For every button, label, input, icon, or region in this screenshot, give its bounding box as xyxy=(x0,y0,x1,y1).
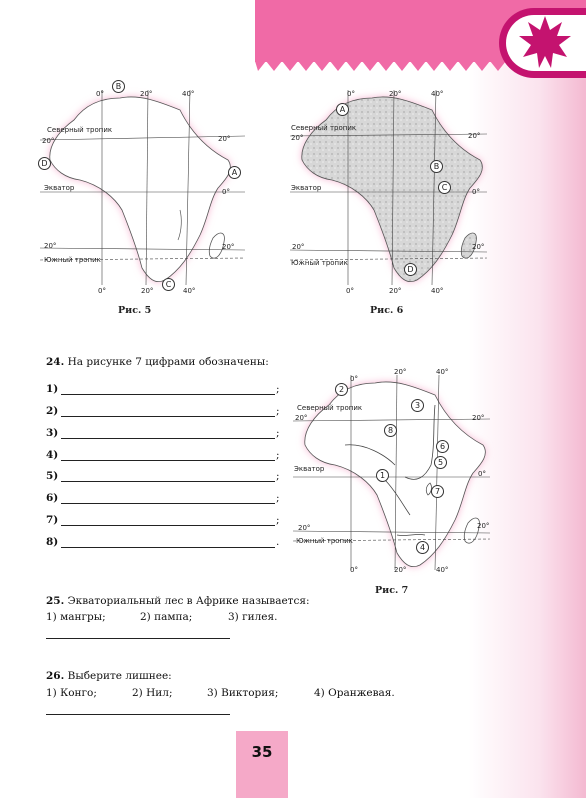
fig5-marker-d: D xyxy=(38,157,51,170)
q26-number: 26. xyxy=(46,670,65,682)
q24-answer-line-3[interactable] xyxy=(61,438,275,439)
q24-row-punct: ; xyxy=(276,514,280,526)
q24-answer-line-6[interactable] xyxy=(61,503,275,504)
q24-answer-row-6 xyxy=(46,492,280,506)
fig5-lat20-south-right: 20° xyxy=(222,243,235,251)
fig5-south-tropic: Южный тропик xyxy=(44,256,101,264)
q24-number: 24. xyxy=(46,356,65,368)
q26-option-3: 3) Виктория; xyxy=(207,687,279,699)
fig6-lon40: 40° xyxy=(431,90,444,98)
fig7-lon40-bottom: 40° xyxy=(436,566,449,574)
fig7-caption: Рис. 7 xyxy=(375,585,409,596)
q24-row-num: 3) xyxy=(46,427,59,439)
fig5-marker-a: A xyxy=(228,166,241,179)
fig6-lon20-bottom: 20° xyxy=(389,287,402,295)
q24-answer-row-4 xyxy=(46,449,280,463)
q24-row-punct: ; xyxy=(276,383,280,395)
fig6-north-tropic: Северный тропик xyxy=(291,124,357,132)
fig7-marker-8: 8 xyxy=(384,424,397,437)
q24-answer-line-4[interactable] xyxy=(61,460,275,461)
fig6-lon40-bottom: 40° xyxy=(431,287,444,295)
fig6-marker-a: A xyxy=(336,103,349,116)
q24-row-num: 2) xyxy=(46,405,59,417)
q24-row-punct: ; xyxy=(276,470,280,482)
q24-answer-row-3 xyxy=(46,427,280,441)
q24-row-num: 4) xyxy=(46,449,59,461)
fig6-lat20-south-right: 20° xyxy=(472,243,485,251)
q24-row-punct: ; xyxy=(276,427,280,439)
fig7-marker-1: 1 xyxy=(376,469,389,482)
fig7-marker-3: 3 xyxy=(411,399,424,412)
q24-row-num: 8) xyxy=(46,536,59,548)
fig7-marker-4: 4 xyxy=(416,541,429,554)
q24-answer-line-7[interactable] xyxy=(61,525,275,526)
fig5-lat20-south: 20° xyxy=(44,242,57,250)
q25-options xyxy=(46,611,277,623)
page-number-box xyxy=(236,731,288,798)
q26-option-2: 2) Нил; xyxy=(132,687,173,699)
fig7-marker-5: 5 xyxy=(434,456,447,469)
fig5-lon40-bottom: 40° xyxy=(183,287,196,295)
fig7-lat0: 0° xyxy=(478,470,486,478)
fig7-marker-2: 2 xyxy=(335,383,348,396)
q24-answer-row-5 xyxy=(46,470,280,484)
fig6-marker-b: B xyxy=(430,160,443,173)
fig7-marker-6: 6 xyxy=(436,440,449,453)
q26-title xyxy=(46,670,172,682)
fig6-lat20-left: 20° xyxy=(291,134,304,142)
fig7-equator: Экватор xyxy=(294,465,325,473)
fig5-marker-c: C xyxy=(162,278,175,291)
q25-title xyxy=(46,595,310,607)
q24-answer-line-5[interactable] xyxy=(61,481,275,482)
fig7-marker-7: 7 xyxy=(431,485,444,498)
fig6-equator: Экватор xyxy=(291,184,322,192)
fig5-lon20: 20° xyxy=(140,90,153,98)
fig7-lat20-south-right: 20° xyxy=(477,522,490,530)
fig5-caption: Рис. 5 xyxy=(118,305,152,316)
fig7-lat20-left: 20° xyxy=(295,414,308,422)
q26-answer-line[interactable] xyxy=(46,714,230,715)
q26-option-4: 4) Оранжевая. xyxy=(314,687,395,699)
q24-row-punct: . xyxy=(276,536,280,548)
q24-answer-line-1[interactable] xyxy=(61,394,275,395)
fig7-lat20-right: 20° xyxy=(472,414,485,422)
fig7-lon20: 20° xyxy=(394,368,407,376)
fig7-north-tropic: Северный тропик xyxy=(297,404,363,412)
fig5-lat20-right: 20° xyxy=(218,135,231,143)
fig5-lon0-bottom: 0° xyxy=(98,287,106,295)
q24-answer-row-1 xyxy=(46,383,280,397)
q26-options xyxy=(46,687,395,699)
fig7-lon0-bottom: 0° xyxy=(350,566,358,574)
fig7-lat20-south: 20° xyxy=(298,524,311,532)
fig6-marker-d: D xyxy=(404,263,417,276)
q24-text: На рисунке 7 цифрами обозначены: xyxy=(67,356,269,368)
fig6-lon0-bottom: 0° xyxy=(346,287,354,295)
q25-option-3: 3) гилея. xyxy=(228,611,278,623)
q24-answer-row-2 xyxy=(46,405,280,419)
fig7-lon40: 40° xyxy=(436,368,449,376)
q25-option-2: 2) пампа; xyxy=(140,611,193,623)
q25-number: 25. xyxy=(46,595,65,607)
fig6-lon20: 20° xyxy=(389,90,402,98)
q24-row-punct: ; xyxy=(276,449,280,461)
fig7-lon20-bottom: 20° xyxy=(394,566,407,574)
fig6-caption: Рис. 6 xyxy=(370,305,404,316)
fig5-lat20-left: 20° xyxy=(42,137,55,145)
fig6-lat20-south: 20° xyxy=(292,243,305,251)
fig5-lon40: 40° xyxy=(182,90,195,98)
fig5-north-tropic: Северный тропик xyxy=(47,126,113,134)
fig5-lon20-bottom: 20° xyxy=(141,287,154,295)
q24-answer-row-8 xyxy=(46,536,280,550)
fig5-equator: Экватор xyxy=(44,184,75,192)
q24-row-punct: ; xyxy=(276,492,280,504)
q24-row-punct: ; xyxy=(276,405,280,417)
fig7-south-tropic: Южный тропик xyxy=(296,537,353,545)
q25-answer-line[interactable] xyxy=(46,638,230,639)
q25-option-1: 1) мангры; xyxy=(46,611,106,623)
q24-answer-line-2[interactable] xyxy=(61,416,275,417)
star-badge xyxy=(499,8,586,78)
fig5-lat0: 0° xyxy=(222,188,230,196)
q25-text: Экваториальный лес в Африке называется: xyxy=(67,595,310,607)
q24-answer-row-7 xyxy=(46,514,280,528)
q24-row-num: 7) xyxy=(46,514,59,526)
fig6-marker-c: C xyxy=(438,181,451,194)
q24-row-num: 5) xyxy=(46,470,59,482)
fig6-lat0: 0° xyxy=(472,188,480,196)
fig5-marker-b: B xyxy=(112,80,125,93)
q24-answer-line-8[interactable] xyxy=(61,547,275,548)
q26-text: Выберите лишнее: xyxy=(67,670,172,682)
fig6-lon0: 0° xyxy=(347,90,355,98)
q24-row-num: 6) xyxy=(46,492,59,504)
fig5-lon0: 0° xyxy=(96,90,104,98)
fig7-lon0: 0° xyxy=(350,375,358,383)
fig6-south-tropic: Южный тропик xyxy=(291,259,348,267)
q26-option-1: 1) Конго; xyxy=(46,687,97,699)
q24-row-num: 1) xyxy=(46,383,59,395)
star-icon xyxy=(515,12,575,72)
q24-title xyxy=(46,356,269,368)
fig6-lat20-right: 20° xyxy=(468,132,481,140)
page-number: 35 xyxy=(251,743,273,761)
